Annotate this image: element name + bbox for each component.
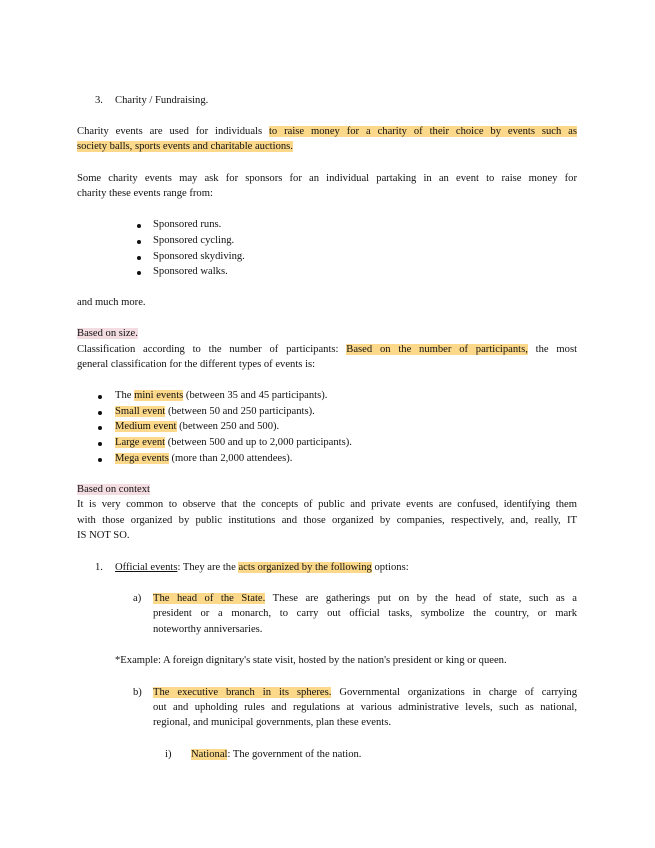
official-events-line: Official events: They are the acts organized by the following options: [115,562,409,573]
size-item: Medium event (between 250 and 500). [115,421,280,432]
context-para-line2: with those organized by public institutions and those organized by companies, respectively, and, really, IT [77,515,577,526]
size-item: The mini events (between 35 and 45 participants). [115,390,328,401]
bullet-icon [98,442,102,446]
item-b-line3: regional, and municipal governments, plan these events. [153,717,391,728]
list-item: Sponsored walks. [153,266,228,277]
section-number: 3. [95,95,103,106]
sponsor-para-line2: charity these events range from: [77,188,213,199]
bullet-icon [137,256,141,260]
item-b-line1: The executive branch in its spheres. Governmental organizations in charge of carrying [153,687,577,698]
sponsor-para-line1: Some charity events may ask for sponsors for an individual partaking in an event to raise money for [77,173,577,184]
item-b-line2: out and upholding rules and regulations at various administrative levels, such as national, [153,702,577,713]
list-item: Sponsored cycling. [153,235,235,246]
charity-intro-line1: Charity events are used for individuals to raise money for a charity of their choice by events such as [77,126,578,137]
size-item: Large event (between 500 and up to 2,000 participants). [115,437,352,448]
and-more-text: and much more. [77,297,146,308]
bullet-icon [137,224,141,228]
official-events-number: 1. [95,562,103,573]
size-para-line2: general classification for the different types of events is: [77,359,316,370]
charity-intro-highlight: to raise money for a charity of their choice by events such as [268,126,578,137]
size-item: Mega events (more than 2,000 attendees). [115,453,293,464]
context-para-line3: IS NOT SO. [77,530,130,541]
item-a-line3: noteworthy anniversaries. [153,624,263,635]
bullet-icon [137,240,141,244]
size-heading: Based on size. [77,328,138,339]
sub-item-marker: i) [165,749,172,760]
item-a-marker: a) [133,593,142,604]
bullet-icon [98,458,102,462]
item-a-line2: president or a monarch, to carry out official tasks, symbolize the country, or mark [153,608,577,619]
list-item: Sponsored skydiving. [153,251,245,262]
item-a-line1: The head of the State. These are gatherings put on by the head of state, such as a [153,593,577,604]
context-para-line1: It is very common to observe that the concepts of public and private events are confused, identifying them [77,499,577,510]
charity-intro-line2: society balls, sports events and charitable auctions. [77,141,293,152]
list-item: Sponsored runs. [153,219,222,230]
size-item: Small event (between 50 and 250 participants). [115,406,315,417]
sub-item-national: National: The government of the nation. [191,749,362,760]
bullet-icon [137,271,141,275]
item-b-marker: b) [133,687,142,698]
bullet-icon [98,411,102,415]
example-text: *Example: A foreign dignitary's state visit, hosted by the nation's president or king or queen. [115,655,507,666]
section-title: Charity / Fundraising. [115,95,209,106]
bullet-icon [98,426,102,430]
size-para-line1: Classification according to the number of participants: Based on the number of participants, the most [77,344,578,355]
bullet-icon [98,395,102,399]
context-heading: Based on context [77,484,150,495]
